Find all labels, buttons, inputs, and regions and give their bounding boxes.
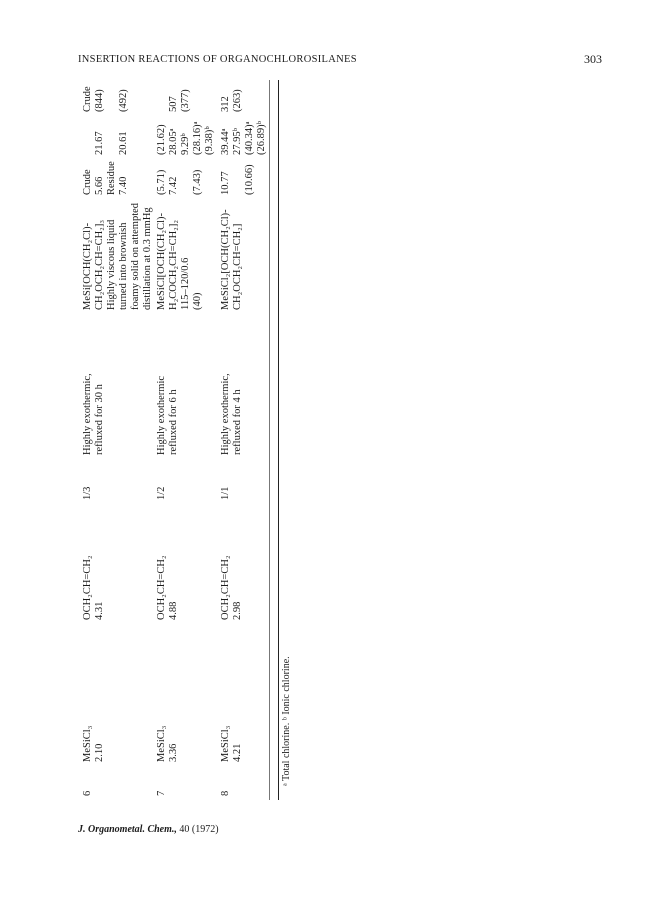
table-top-rule xyxy=(278,80,279,800)
mol-weight-cell: 312 (263) xyxy=(220,89,243,112)
fraction-cell: 10.77 (10.66) xyxy=(220,164,255,195)
journal-footer xyxy=(78,824,219,835)
olefin-cell: OCH₂CH=CH₂ 4.88 xyxy=(156,555,179,620)
olefin-cell: OCH₂CH=CH₂ 4.31 xyxy=(82,555,105,620)
journal-volume: 40 (1972) xyxy=(179,824,219,835)
mol-weight-cell: 507 (377) xyxy=(168,89,191,112)
chlorine-cell: 21.67 20.61 xyxy=(94,131,129,155)
olefin-cell: OCH₂CH=CH₂ 2.98 xyxy=(220,555,243,620)
ratio-cell: 1/3 xyxy=(82,486,93,500)
journal-name: J. Organometal. Chem., xyxy=(78,824,177,835)
conditions-cell: Highly exothermic, refluxed for 30 h xyxy=(82,373,105,455)
silane-cell: MeSiCl₃ 4.21 xyxy=(220,725,243,762)
ratio-cell: 1/2 xyxy=(156,486,167,500)
chlorine-cell: (21.62) 28.05ᵃ 9.29ᵇ (28.16)ᵃ (9.38)ᵇ xyxy=(156,121,215,155)
chlorine-cell: 39.44ᵃ 27.95ᵇ (40.34)ᵃ (26.89)ᵇ xyxy=(220,121,267,155)
mol-weight-cell: Crude (844) (492) xyxy=(82,86,129,112)
row-number: 7 xyxy=(156,790,167,796)
rotated-table xyxy=(74,80,294,800)
conditions-cell: Highly exothermic refluxed for 6 h xyxy=(156,375,179,455)
fraction-cell: Crude 5.66 Residue 7.40 xyxy=(82,161,129,195)
product-cell: MeSiCl[OCH(CH₂Cl)- H₂COCH₂CH=CH₂]₂ 115–120/0.6 (40) xyxy=(156,213,203,310)
running-title: INSERTION REACTIONS OF ORGANOCHLOROSILANES xyxy=(78,54,357,65)
table-mid-rule xyxy=(269,80,270,800)
page-number: 303 xyxy=(584,52,602,66)
row-number: 6 xyxy=(82,790,93,796)
ratio-cell: 1/1 xyxy=(220,486,231,500)
fraction-cell: (5.71) 7.42 (7.43) xyxy=(156,169,203,195)
row-number: 8 xyxy=(220,790,231,796)
conditions-cell: Highly exothermic, refluxed for 4 h xyxy=(220,373,243,455)
product-cell: MeSiCl₂[OCH(CH₂Cl)- CH₂OCH₂CH=CH₂] xyxy=(220,209,243,310)
product-cell: MeSi[OCH(CH₂Cl)- CH₂OCH₂CH=CH₂]₃ Highly viscous liquid turned into brownish foamy solid on attempted distillation at 0.3 mmHg xyxy=(82,202,153,310)
silane-cell: MeSiCl₃ 3.36 xyxy=(156,725,179,762)
table-footnote: ᵃ Total chlorine. ᵇ Ionic chlorine. xyxy=(281,656,292,786)
silane-cell: MeSiCl₃ 2.10 xyxy=(82,725,105,762)
